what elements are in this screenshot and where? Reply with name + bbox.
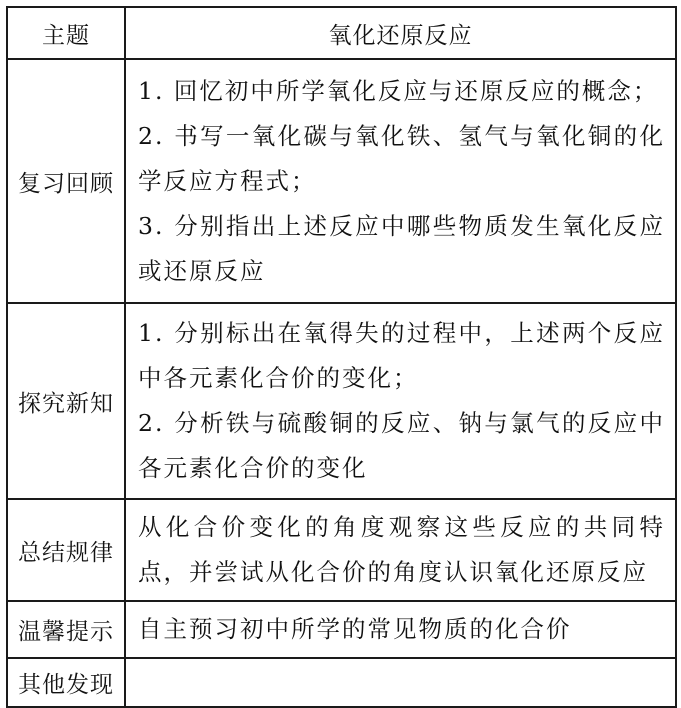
row-label-explore: 探究新知 (7, 303, 125, 499)
summary-item-1: 从化合价变化的角度观察这些反应的共同特点，并尝试从化合价的角度认识氧化还原反应 (138, 513, 665, 586)
row-content-tip (125, 601, 676, 658)
row-label-summary: 总结规律 (7, 499, 125, 601)
review-item-2: 2. 书写一氧化碳与氧化铁、氢气与氧化铜的化学反应方程式； (138, 121, 665, 195)
row-label-tip: 温馨提示 (7, 601, 125, 658)
table-row-tip (7, 601, 676, 658)
review-item-1: 1. 回忆初中所学氧化反应与还原反应的概念； (138, 76, 659, 105)
table-row-review (7, 59, 676, 303)
tip-item-1: 自主预习初中所学的常见物质的化合价 (138, 615, 572, 643)
row-content-review (125, 59, 676, 303)
header-topic-label: 主题 (7, 7, 125, 59)
header-topic-title: 氧化还原反应 (125, 7, 676, 59)
lesson-plan-table (6, 6, 677, 708)
table-row-other (7, 658, 676, 707)
row-content-summary (125, 499, 676, 601)
table-header-row (7, 7, 676, 59)
table-row-summary (7, 499, 676, 601)
row-content-other (125, 658, 676, 707)
row-content-explore (125, 303, 676, 499)
row-label-other: 其他发现 (7, 658, 125, 707)
explore-item-1: 1. 分别标出在氧得失的过程中，上述两个反应中各元素化合价的变化； (138, 319, 665, 392)
table-row-explore (7, 303, 676, 499)
explore-item-2: 2. 分析铁与硫酸铜的反应、钠与氯气的反应中各元素化合价的变化 (138, 409, 665, 482)
row-label-review: 复习回顾 (7, 59, 125, 303)
review-item-3: 3. 分别指出上述反应中哪些物质发生氧化反应或还原反应 (138, 211, 665, 285)
